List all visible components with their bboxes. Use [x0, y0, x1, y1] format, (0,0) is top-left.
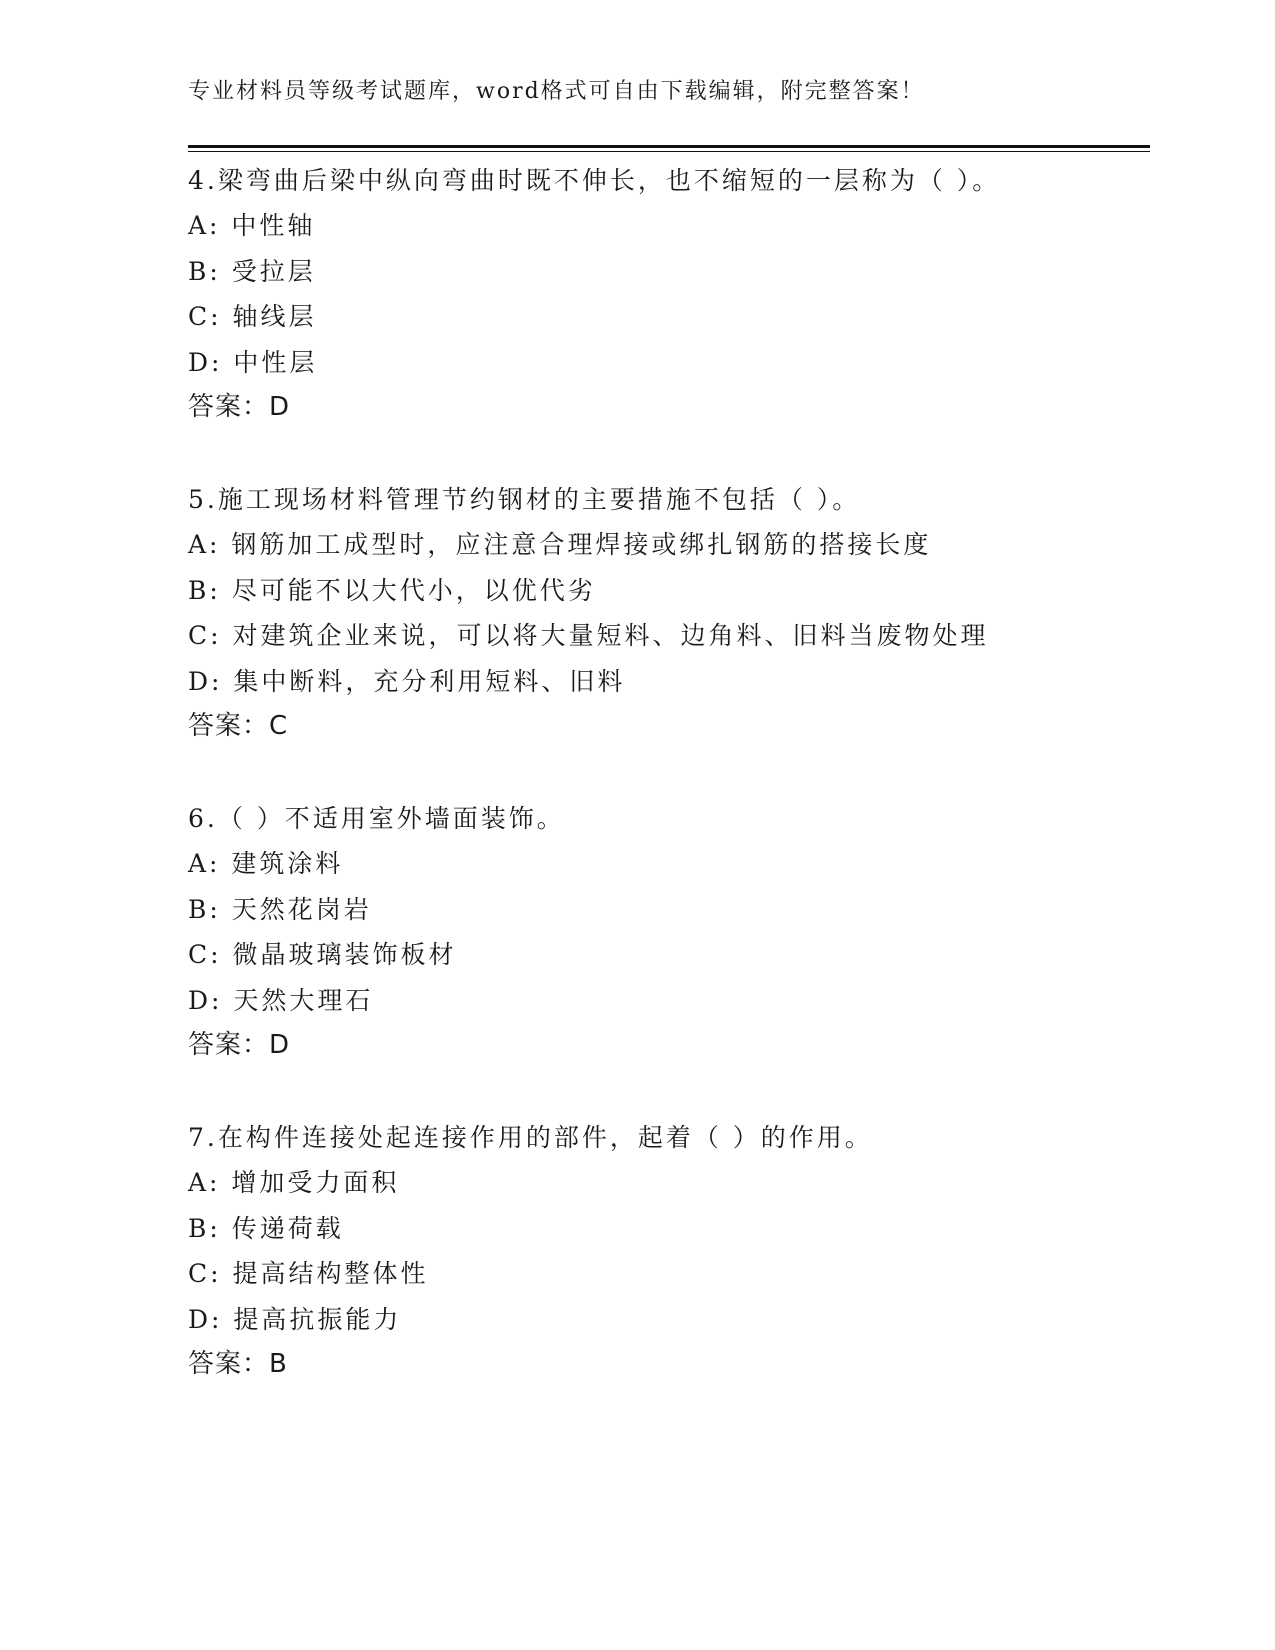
option-b: B: 受拉层 [188, 256, 316, 286]
question-block [188, 1115, 1148, 1387]
option-a: A: 中性轴 [188, 211, 316, 241]
option-d: D: 天然大理石 [188, 985, 374, 1015]
question-stem: 6.（ ）不适用室外墙面装饰。 [188, 804, 565, 833]
question-block [188, 477, 1148, 749]
option-d: D: 提高抗振能力 [188, 1304, 402, 1334]
question-stem: 4.梁弯曲后梁中纵向弯曲时既不伸长，也不缩短的一层称为（ ）。 [188, 166, 1001, 195]
option-b: B: 天然花岗岩 [188, 894, 372, 924]
question-stem: 7.在构件连接处起连接作用的部件，起着（ ）的作用。 [188, 1123, 873, 1152]
option-c: C: 微晶玻璃装饰板材 [188, 940, 457, 970]
option-c: C: 轴线层 [188, 302, 317, 332]
option-a: A: 增加受力面积 [188, 1168, 400, 1198]
answer-line: 答案：D [188, 1029, 291, 1060]
option-b: B: 尽可能不以大代小，以优代劣 [188, 575, 596, 605]
header-divider [188, 145, 1150, 152]
option-c: C: 提高结构整体性 [188, 1259, 429, 1289]
option-a: A: 建筑涂料 [188, 849, 344, 879]
answer-line: 答案：C [188, 710, 289, 741]
answer-line: 答案：B [188, 1348, 288, 1379]
option-d: D: 中性层 [188, 347, 318, 377]
option-b: B: 传递荷载 [188, 1213, 344, 1243]
question-block [188, 158, 1148, 430]
option-a: A: 钢筋加工成型时，应注意合理焊接或绑扎钢筋的搭接长度 [188, 530, 932, 560]
option-c: C: 对建筑企业来说，可以将大量短料、边角料、旧料当废物处理 [188, 621, 989, 651]
answer-line: 答案：D [188, 391, 291, 422]
header-text: 专业材料员等级考试题库，word格式可自由下载编辑，附完整答案！ [188, 79, 925, 104]
question-block [188, 796, 1148, 1068]
question-stem: 5.施工现场材料管理节约钢材的主要措施不包括（ ）。 [188, 485, 861, 514]
option-d: D: 集中断料，充分利用短料、旧料 [188, 666, 626, 696]
